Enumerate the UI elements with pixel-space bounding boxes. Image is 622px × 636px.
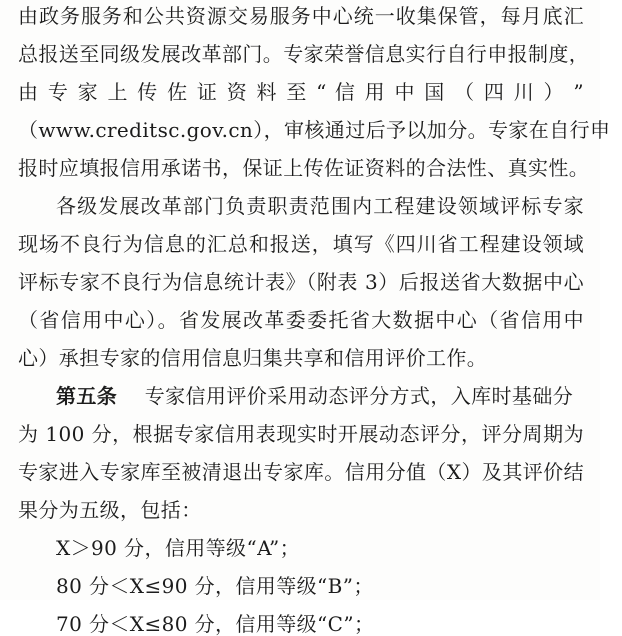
grade-item: X＞90 分，信用等级“A”； <box>56 536 300 560</box>
text-line: 专家进入专家库至被清退出专家库。信用分值（X）及其评价结 <box>18 460 584 484</box>
text-line: （www.creditsc.gov.cn），审核通过后予以加分。专家在自行申 <box>18 118 611 142</box>
text-line: 由 专 家 上 传 佐 证 资 料 至 “ 信 用 中 国 （ 四 川 ） ” <box>18 80 584 104</box>
text-line: 果分为五级，包括： <box>18 498 202 522</box>
text-line: 总报送至同级发展改革部门。专家荣誉信息实行自行申报制度， <box>18 42 590 66</box>
text-line: （省信用中心）。省发展改革委委托省大数据中心（省信用中 <box>18 308 584 332</box>
text-line: 报时应填报信用承诺书，保证上传佐证资料的合法性、真实性。 <box>18 156 590 180</box>
grade-item: 80 分＜X≤90 分，信用等级“B”； <box>56 574 374 598</box>
text-line: 现场不良行为信息的汇总和报送，填写《四川省工程建设领域 <box>18 232 584 256</box>
article-text: 专家信用评价采用动态评分方式，入库时基础分 <box>144 384 574 408</box>
text-line: 为 100 分，根据专家信用表现实时开展动态评分，评分周期为 <box>18 422 584 446</box>
article-line <box>56 384 584 408</box>
text-line: 评标专家不良行为信息统计表》（附表 3）后报送省大数据中心 <box>18 270 584 294</box>
text-line: 各级发展改革部门负责职责范围内工程建设领域评标专家 <box>56 194 584 218</box>
text-line: 由政务服务和公共资源交易服务中心统一收集保管，每月底汇 <box>18 4 584 28</box>
grade-item: 70 分＜X≤80 分，信用等级“C”； <box>56 612 375 636</box>
text-line: 心）承担专家的信用信息归集共享和信用评价工作。 <box>18 346 488 370</box>
article-label: 第五条 <box>56 384 118 408</box>
